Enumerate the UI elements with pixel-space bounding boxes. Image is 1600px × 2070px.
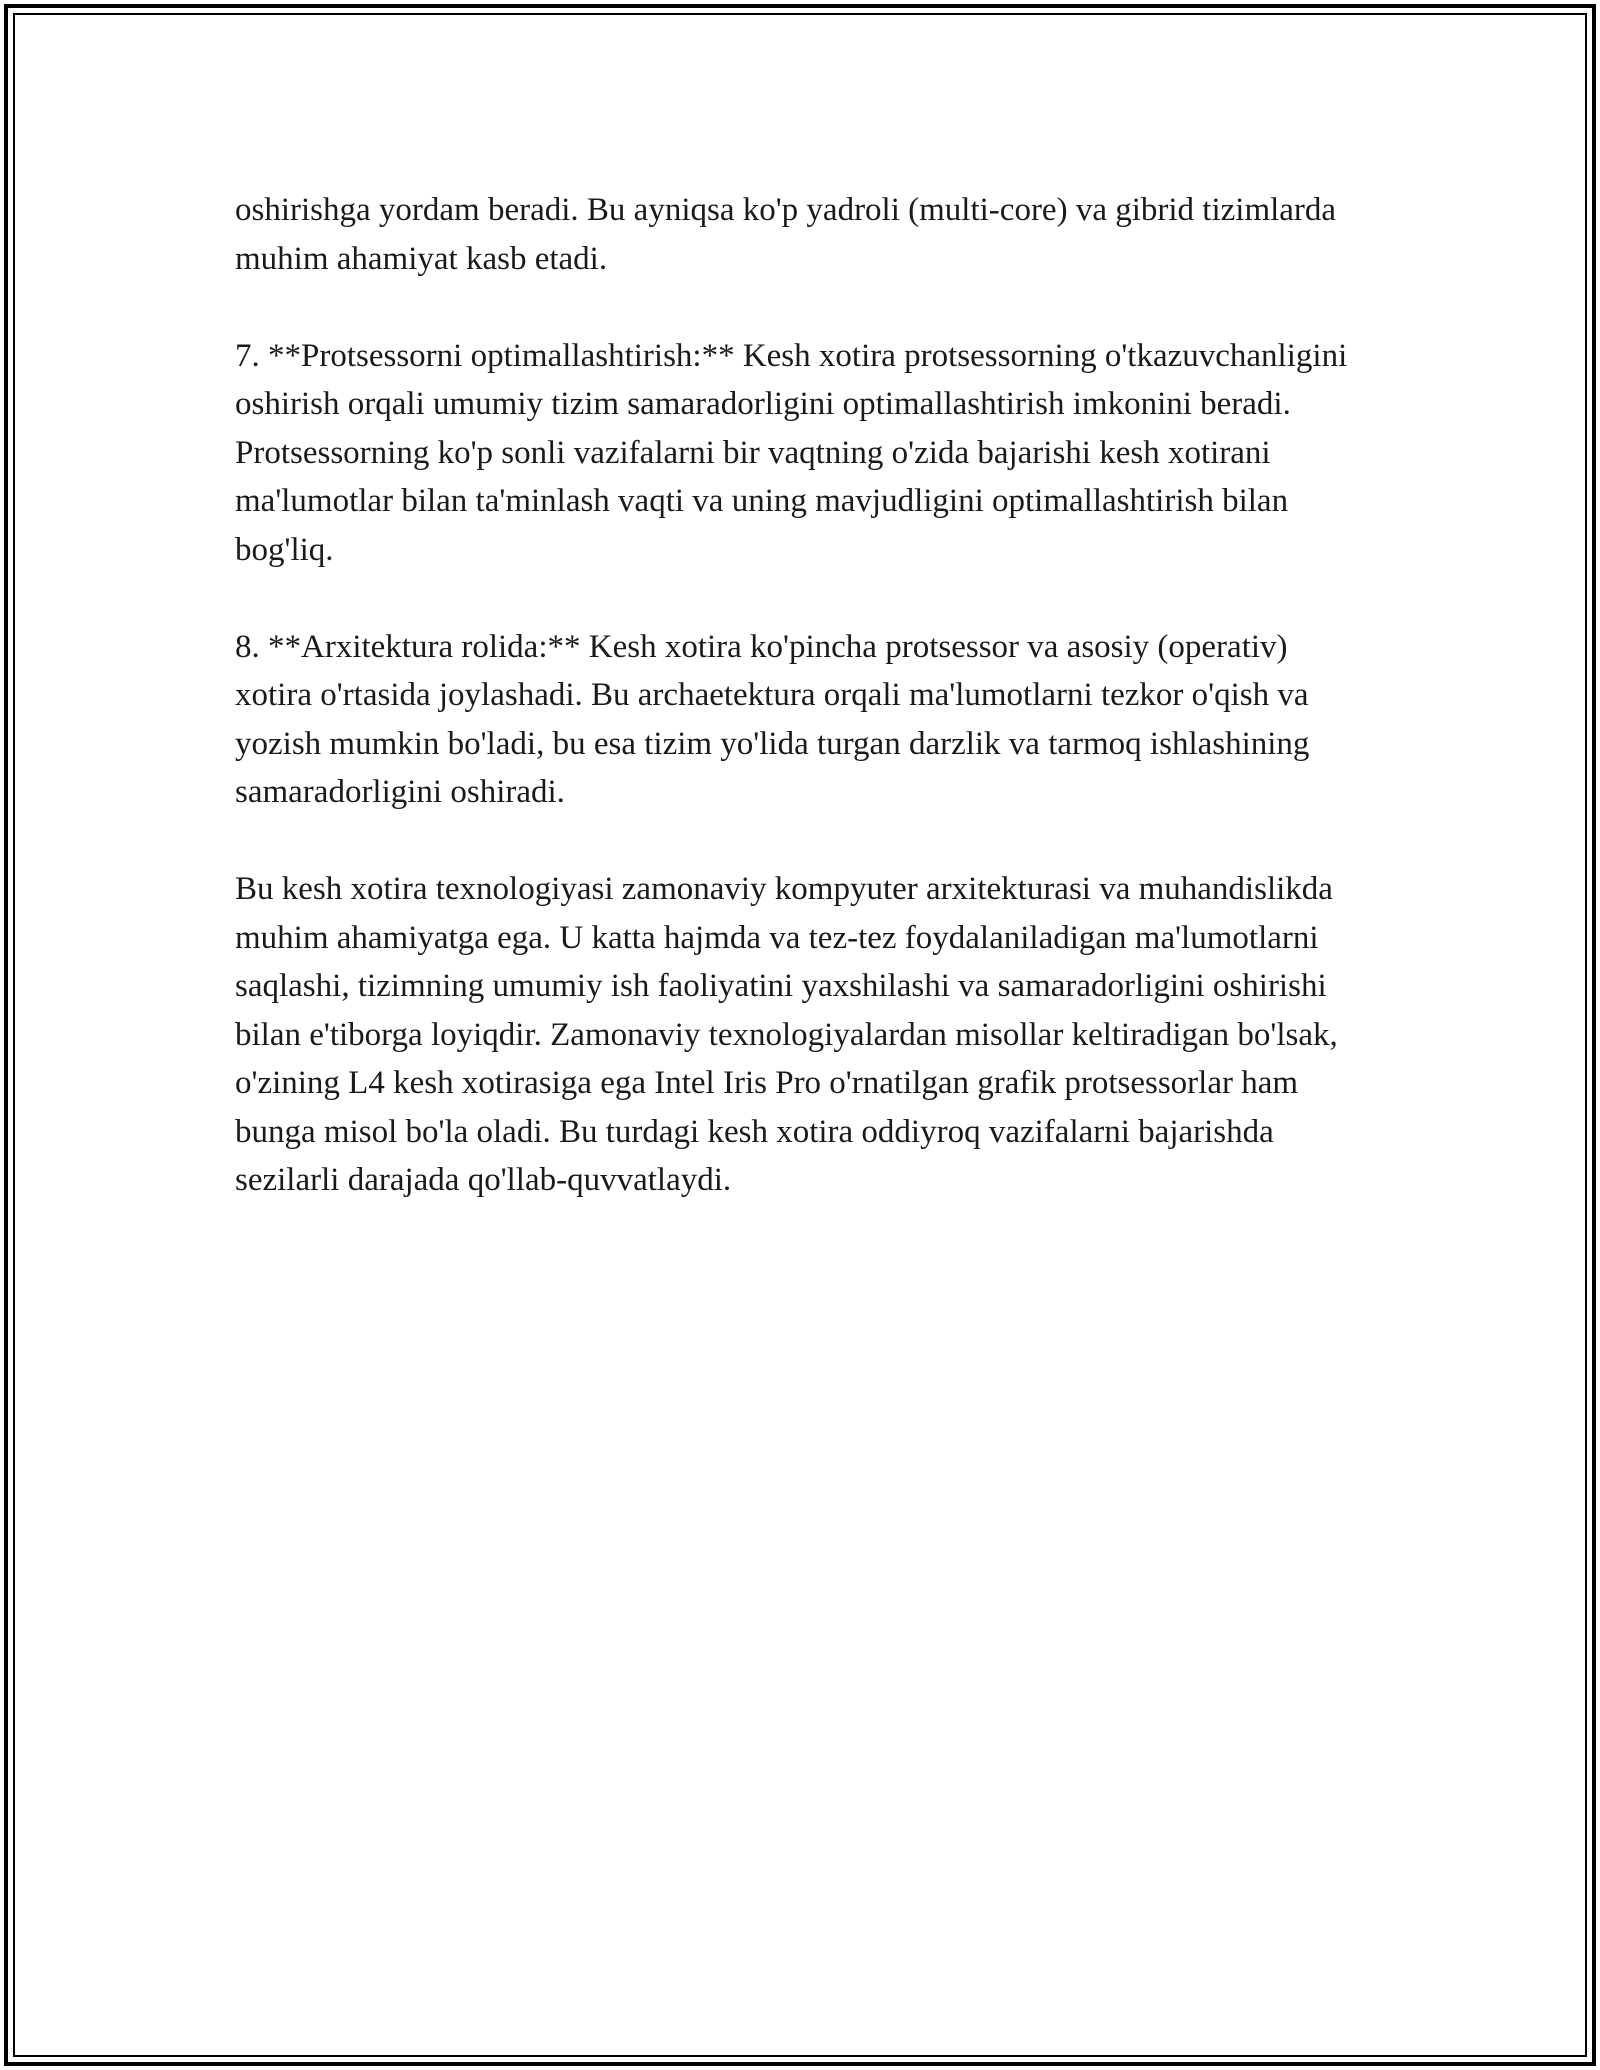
paragraph-item-8: 8. **Arxitektura rolida:** Kesh xotira ko'pincha protsessor va asosiy (operativ) xotira o'rtasida joylashadi. Bu archaetektura orqali ma'lumotlarni tezkor o'qish va yozish mumkin bo'ladi, bu esa tizim yo'lida turgan darzlik va tarmoq ishlashining samaradorligini oshiradi.	[235, 628, 1310, 810]
paragraph-continuation: oshirishga yordam beradi. Bu ayniqsa ko'p yadroli (multi-core) va gibrid tizimlarda muhim ahamiyat kasb etadi.	[235, 192, 1337, 277]
document-body	[235, 186, 1365, 1253]
paragraph-conclusion: Bu kesh xotira texnologiyasi zamonaviy kompyuter arxitekturasi va muhandislikda muhim ahamiyatga ega. U katta hajmda va tez-tez foydalaniladigan ma'lumotlarni saqlashi, tizimning umumiy ish faoliyatini yaxshilashi va samaradorligini oshirishi bilan e'tiborga loyiqdir. Zamonaviy texnologiyalardan misollar keltiradigan bo'lsak, o'zining L4 kesh xotirasiga ega Intel Iris Pro o'rnatilgan grafik protsessorlar ham bunga misol bo'la oladi. Bu turdagi kesh xotira oddiyroq vazifalarni bajarishda sezilarli darajada qo'llab-quvvatlaydi.	[235, 871, 1338, 1198]
paragraph-item-7: 7. **Protsessorni optimallashtirish:** Kesh xotira protsessorning o'tkazuvchanligini oshirish orqali umumiy tizim samaradorligini optimallashtirish imkonini beradi. Protsessorning ko'p sonli vazifalarni bir vaqtning o'zida bajarishi kesh xotirani ma'lumotlar bilan ta'minlash vaqti va uning mavjudligini optimallashtirish bilan bog'liq.	[235, 337, 1348, 568]
